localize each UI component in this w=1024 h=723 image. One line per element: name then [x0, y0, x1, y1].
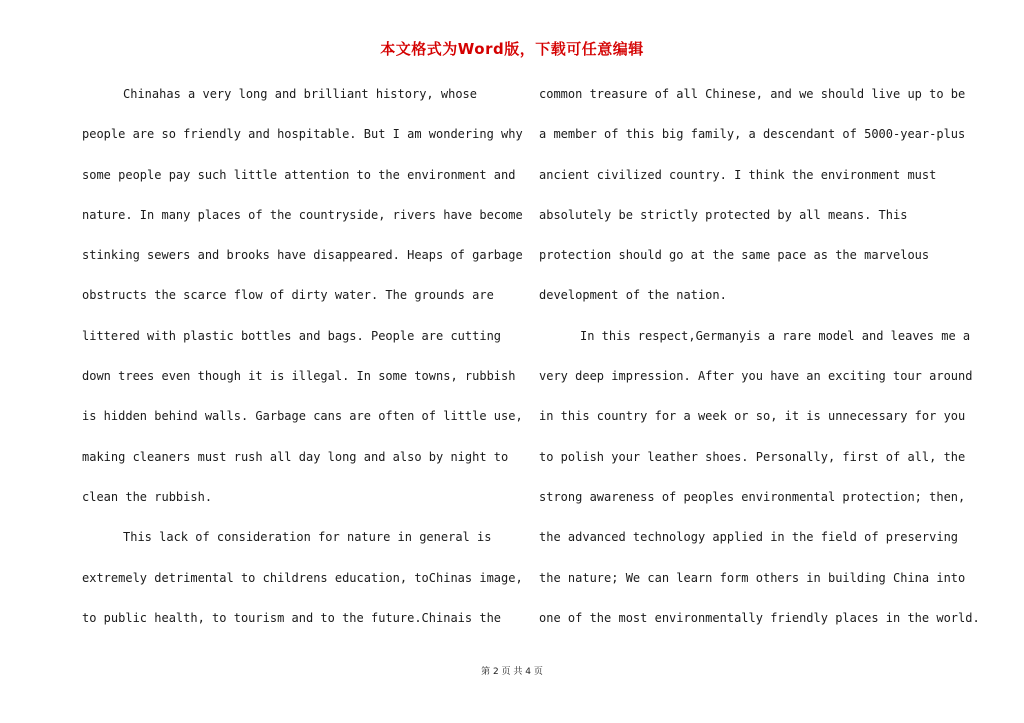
right-column [539, 85, 979, 649]
text-line: a member of this big family, a descendant of 5000-year-plus [539, 127, 966, 142]
text-line: common treasure of all Chinese, and we should live up to be [539, 87, 966, 101]
text-line: littered with plastic bottles and bags. People are cutting [82, 328, 502, 343]
text-line: development of the nation. [539, 288, 727, 303]
text-line: making cleaners must rush all day long and also by night to [82, 449, 509, 464]
text-line: clean the rubbish. [82, 489, 213, 504]
text-line: is hidden behind walls. Garbage cans are often of little use, [82, 409, 523, 424]
text-line: strong awareness of peoples environmental protection; then, [539, 489, 966, 504]
text-line: absolutely be strictly protected by all means. This [539, 207, 908, 222]
text-line: very deep impression. After you have an exciting tour around [539, 369, 973, 384]
text-line: In this respect,Germanyis a rare model and leaves me a [580, 328, 971, 343]
text-line: to public health, to tourism and to the future.Chinais the [82, 610, 502, 625]
text-line: the nature; We can learn form others in building China into [539, 570, 966, 585]
text-line: protection should go at the same pace as the marvelous [539, 248, 930, 263]
text-line: the advanced technology applied in the field of preserving [539, 530, 959, 545]
text-line: obstructs the scarce flow of dirty water. The grounds are [82, 288, 494, 303]
text-line: nature. In many places of the countryside, rivers have become [82, 207, 523, 222]
text-line: some people pay such little attention to the environment and [82, 167, 516, 182]
text-line: down trees even though it is illegal. In some towns, rubbish [82, 369, 516, 384]
text-line: extremely detrimental to childrens education, toChinas image, [82, 570, 523, 585]
text-line: ancient civilized country. I think the environment must [539, 167, 937, 182]
document-banner: 本文格式为Word版，下载可任意编辑 [380, 40, 644, 58]
text-line: to polish your leather shoes. Personally, first of all, the [539, 449, 966, 464]
page-footer: 第 2 页 共 4 页 [481, 667, 543, 677]
text-line: This lack of consideration for nature in general is [123, 530, 492, 545]
text-line: Chinahas a very long and brilliant history, whose [123, 87, 478, 101]
text-line: one of the most environmentally friendly places in the world. [539, 610, 980, 625]
left-column [82, 85, 522, 649]
text-line: stinking sewers and brooks have disappeared. Heaps of garbage [82, 248, 523, 263]
text-line: in this country for a week or so, it is unnecessary for you [539, 409, 966, 424]
text-line: people are so friendly and hospitable. But I am wondering why [82, 127, 523, 142]
